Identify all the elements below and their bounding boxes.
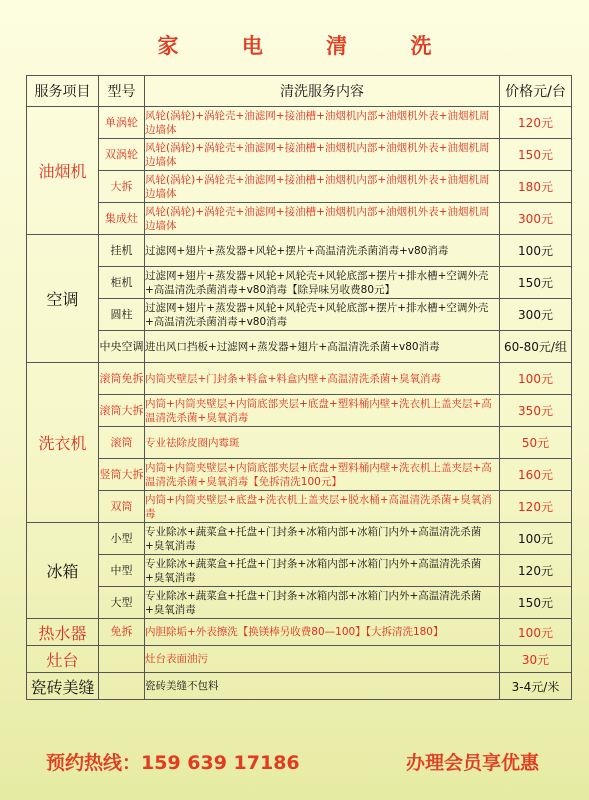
table-header-row: [27, 76, 572, 107]
table-row: [27, 646, 572, 673]
desc-cell: 过滤网+翅片+蒸发器+风轮+摆片+高温清洗杀菌消毒+v80消毒: [145, 235, 500, 267]
table-row: [27, 235, 572, 267]
price-cell: 100元: [500, 235, 572, 267]
desc-cell: 风轮(涡轮)+涡轮壳+油滤网+接油槽+油烟机内部+油烟机外表+油烟机周边墙体: [145, 107, 500, 139]
price-cell: 50元: [500, 427, 572, 459]
table-row: [27, 555, 572, 587]
model-cell: [99, 673, 145, 700]
header-item: 服务项目: [27, 76, 99, 107]
price-cell: 180元: [500, 171, 572, 203]
table-row: [27, 107, 572, 139]
desc-cell: 灶台表面油污: [145, 646, 500, 673]
model-cell: 滚筒免拆: [99, 363, 145, 395]
model-cell: 挂机: [99, 235, 145, 267]
model-cell: 圆柱: [99, 299, 145, 331]
price-cell: 60-80元/组: [500, 331, 572, 363]
desc-cell: 进出风口挡板+过滤网+蒸发器+翅片+高温清洗杀菌+v80消毒: [145, 331, 500, 363]
table-row: [27, 267, 572, 299]
model-cell: 滚筒: [99, 427, 145, 459]
model-cell: 双筒: [99, 491, 145, 523]
category-heater: 热水器: [27, 619, 99, 646]
header-content: 清洗服务内容: [145, 76, 500, 107]
hotline-text: 预约热线：159 639 17186: [46, 752, 300, 774]
price-table: [26, 75, 572, 700]
desc-cell: 风轮(涡轮)+涡轮壳+油滤网+接油槽+油烟机内部+油烟机外表+油烟机周边墙体: [145, 171, 500, 203]
desc-cell: 专业除冰+蔬菜盒+托盘+门封条+冰箱内部+冰箱门内外+高温清洗杀菌+臭氧消毒: [145, 555, 500, 587]
table-row: [27, 459, 572, 491]
model-cell: 大型: [99, 587, 145, 619]
table-row: [27, 619, 572, 646]
table-row: [27, 171, 572, 203]
desc-cell: 内筒+内筒夹壁层+内筒底部夹层+底盘+塑料桶内壁+洗衣机上盖夹层+高温清洗杀菌+臭氧消毒【免拆清洗100元】: [145, 459, 500, 491]
model-cell: 竖筒大拆: [99, 459, 145, 491]
model-cell: 免拆: [99, 619, 145, 646]
price-cell: 350元: [500, 395, 572, 427]
desc-cell: 内筒+内筒夹壁层+内筒底部夹层+底盘+塑料桶内壁+洗衣机上盖夹层+高温清洗杀菌+臭氧消毒: [145, 395, 500, 427]
table-row: [27, 427, 572, 459]
price-cell: 150元: [500, 587, 572, 619]
desc-cell: 内筒夹壁层+门封条+料盒+料盒内壁+高温清洗杀菌+臭氧消毒: [145, 363, 500, 395]
price-cell: 300元: [500, 299, 572, 331]
header-model: 型号: [99, 76, 145, 107]
category-washer: 洗衣机: [27, 363, 99, 523]
desc-cell: 过滤网+翅片+蒸发器+风轮+风轮壳+风轮底部+摆片+排水槽+空调外壳+高温清洗杀菌消毒+v80消毒: [145, 299, 500, 331]
desc-cell: 风轮(涡轮)+涡轮壳+油滤网+接油槽+油烟机内部+油烟机外表+油烟机周边墙体: [145, 203, 500, 235]
table-row: [27, 587, 572, 619]
model-cell: 中央空调: [99, 331, 145, 363]
table-row: [27, 395, 572, 427]
model-cell: 单涡轮: [99, 107, 145, 139]
table-row: [27, 491, 572, 523]
category-stove: 灶台: [27, 646, 99, 673]
category-tile: 瓷砖美缝: [27, 673, 99, 700]
model-cell: 双涡轮: [99, 139, 145, 171]
model-cell: 小型: [99, 523, 145, 555]
price-cell: 100元: [500, 363, 572, 395]
table-row: [27, 331, 572, 363]
price-cell: 300元: [500, 203, 572, 235]
price-cell: 120元: [500, 555, 572, 587]
price-cell: 160元: [500, 459, 572, 491]
category-ac: 空调: [27, 235, 99, 363]
price-cell: 150元: [500, 267, 572, 299]
table-row: [27, 363, 572, 395]
desc-cell: 瓷砖美缝不包料: [145, 673, 500, 700]
model-cell: [99, 646, 145, 673]
price-cell: 120元: [500, 491, 572, 523]
price-cell: 120元: [500, 107, 572, 139]
table-row: [27, 139, 572, 171]
desc-cell: 专业除冰+蔬菜盒+托盘+门封条+冰箱内部+冰箱门内外+高温清洗杀菌+臭氧消毒: [145, 587, 500, 619]
category-fridge: 冰箱: [27, 523, 99, 619]
model-cell: 柜机: [99, 267, 145, 299]
model-cell: 滚筒大拆: [99, 395, 145, 427]
member-promo-text: 办理会员享优惠: [405, 752, 539, 774]
model-cell: 大拆: [99, 171, 145, 203]
model-cell: 中型: [99, 555, 145, 587]
price-cell: 30元: [500, 646, 572, 673]
desc-cell: 风轮(涡轮)+涡轮壳+油滤网+接油槽+油烟机内部+油烟机外表+油烟机周边墙体: [145, 139, 500, 171]
price-cell: 100元: [500, 523, 572, 555]
page-title: 家 电 清 洗: [157, 34, 460, 58]
desc-cell: 内筒+内筒夹壁层+底盘+洗衣机上盖夹层+脱水桶+高温清洗杀菌+臭氧消毒: [145, 491, 500, 523]
desc-cell: 专业祛除皮圈内霉斑: [145, 427, 500, 459]
header-price: 价格元/台: [500, 76, 572, 107]
table-row: [27, 523, 572, 555]
category-hood: 油烟机: [27, 107, 99, 235]
table-row: [27, 673, 572, 700]
desc-cell: 过滤网+翅片+蒸发器+风轮+风轮壳+风轮底部+摆片+排水槽+空调外壳+高温清洗杀菌消毒+v80消毒【除异味另收费80元】: [145, 267, 500, 299]
price-cell: 100元: [500, 619, 572, 646]
desc-cell: 内胆除垢+外表擦洗【换镁棒另收费80—100】【大拆清洗180】: [145, 619, 500, 646]
desc-cell: 专业除冰+蔬菜盒+托盘+门封条+冰箱内部+冰箱门内外+高温清洗杀菌+臭氧消毒: [145, 523, 500, 555]
price-cell: 150元: [500, 139, 572, 171]
model-cell: 集成灶: [99, 203, 145, 235]
table-row: [27, 203, 572, 235]
price-cell: 3-4元/米: [500, 673, 572, 700]
table-row: [27, 299, 572, 331]
